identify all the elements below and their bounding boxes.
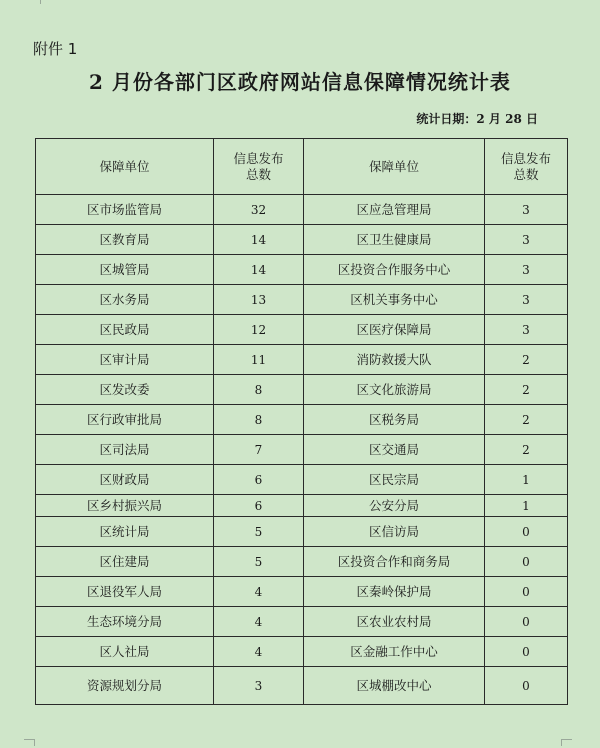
- header-count: [485, 139, 568, 195]
- count-cell: 2: [485, 375, 568, 405]
- unit-cell: 区金融工作中心: [304, 637, 485, 667]
- unit-cell: 区卫生健康局: [304, 225, 485, 255]
- table-row: [36, 225, 568, 255]
- header-count: [214, 139, 304, 195]
- unit-cell: 区乡村振兴局: [36, 495, 214, 517]
- unit-cell: 区秦岭保护局: [304, 577, 485, 607]
- unit-cell: 区退役军人局: [36, 577, 214, 607]
- count-cell: 6: [214, 465, 304, 495]
- unit-cell: 区民政局: [36, 315, 214, 345]
- unit-cell: 区水务局: [36, 285, 214, 315]
- count-cell: 13: [214, 285, 304, 315]
- count-cell: 4: [214, 637, 304, 667]
- unit-cell: 区住建局: [36, 547, 214, 577]
- count-cell: 3: [485, 195, 568, 225]
- header-count-line1: 信息发布: [233, 150, 284, 166]
- count-cell: 7: [214, 435, 304, 465]
- header-count-line2: 总数: [513, 166, 539, 182]
- count-cell: 2: [485, 345, 568, 375]
- table-row: [36, 465, 568, 495]
- count-cell: 12: [214, 315, 304, 345]
- count-cell: 11: [214, 345, 304, 375]
- header-unit: 保障单位: [304, 139, 485, 195]
- count-cell: 14: [214, 255, 304, 285]
- unit-cell: 区医疗保障局: [304, 315, 485, 345]
- unit-cell: 区审计局: [36, 345, 214, 375]
- unit-cell: 区司法局: [36, 435, 214, 465]
- table-row: [36, 517, 568, 547]
- page-corner-mark: [561, 739, 572, 746]
- unit-cell: 消防救援大队: [304, 345, 485, 375]
- page-title: 2 月份各部门区政府网站信息保障情况统计表: [89, 70, 511, 94]
- count-cell: 4: [214, 607, 304, 637]
- table-row: [36, 285, 568, 315]
- count-cell: 32: [214, 195, 304, 225]
- count-cell: 0: [485, 577, 568, 607]
- count-cell: 3: [485, 315, 568, 345]
- count-cell: 3: [214, 667, 304, 705]
- table-row: [36, 255, 568, 285]
- unit-cell: 区信访局: [304, 517, 485, 547]
- table-row: [36, 435, 568, 465]
- count-cell: 0: [485, 547, 568, 577]
- unit-cell: 区城管局: [36, 255, 214, 285]
- attachment-label: 附件 1: [33, 40, 78, 58]
- header-count-line2: 总数: [245, 166, 271, 182]
- unit-cell: 区机关事务中心: [304, 285, 485, 315]
- statistics-table: [35, 138, 568, 705]
- unit-cell: 生态环境分局: [36, 607, 214, 637]
- unit-cell: 区应急管理局: [304, 195, 485, 225]
- count-cell: 0: [485, 667, 568, 705]
- count-cell: 2: [485, 405, 568, 435]
- count-cell: 8: [214, 405, 304, 435]
- unit-cell: 区文化旅游局: [304, 375, 485, 405]
- count-cell: 0: [485, 517, 568, 547]
- table-header-row: [36, 139, 568, 195]
- count-cell: 5: [214, 547, 304, 577]
- table-row: [36, 345, 568, 375]
- page-corner-mark: [24, 739, 35, 746]
- count-cell: 2: [485, 435, 568, 465]
- count-cell: 5: [214, 517, 304, 547]
- count-cell: 3: [485, 225, 568, 255]
- unit-cell: 公安分局: [304, 495, 485, 517]
- unit-cell: 区交通局: [304, 435, 485, 465]
- count-cell: 6: [214, 495, 304, 517]
- unit-cell: 区财政局: [36, 465, 214, 495]
- header-count-line1: 信息发布: [500, 150, 551, 166]
- table-row: [36, 577, 568, 607]
- unit-cell: 区发改委: [36, 375, 214, 405]
- table-row: [36, 667, 568, 705]
- table-row: [36, 375, 568, 405]
- unit-cell: 区农业农村局: [304, 607, 485, 637]
- unit-cell: 区城棚改中心: [304, 667, 485, 705]
- count-cell: 1: [485, 465, 568, 495]
- unit-cell: 区人社局: [36, 637, 214, 667]
- count-cell: 8: [214, 375, 304, 405]
- count-cell: 4: [214, 577, 304, 607]
- count-cell: 14: [214, 225, 304, 255]
- unit-cell: 区民宗局: [304, 465, 485, 495]
- unit-cell: 区行政审批局: [36, 405, 214, 435]
- table-row: [36, 607, 568, 637]
- count-cell: 0: [485, 607, 568, 637]
- count-cell: 1: [485, 495, 568, 517]
- count-cell: 0: [485, 637, 568, 667]
- header-unit: 保障单位: [36, 139, 214, 195]
- table-row: [36, 547, 568, 577]
- unit-cell: 资源规划分局: [36, 667, 214, 705]
- unit-cell: 区市场监管局: [36, 195, 214, 225]
- table-row: [36, 637, 568, 667]
- table-row: [36, 315, 568, 345]
- stat-date: 统计日期：2 月 28 日: [416, 112, 538, 126]
- unit-cell: 区教育局: [36, 225, 214, 255]
- page-corner-mark: [30, 0, 41, 4]
- unit-cell: 区税务局: [304, 405, 485, 435]
- unit-cell: 区投资合作和商务局: [304, 547, 485, 577]
- count-cell: 3: [485, 255, 568, 285]
- table-row: [36, 495, 568, 517]
- table-row: [36, 195, 568, 225]
- unit-cell: 区统计局: [36, 517, 214, 547]
- unit-cell: 区投资合作服务中心: [304, 255, 485, 285]
- count-cell: 3: [485, 285, 568, 315]
- table-row: [36, 405, 568, 435]
